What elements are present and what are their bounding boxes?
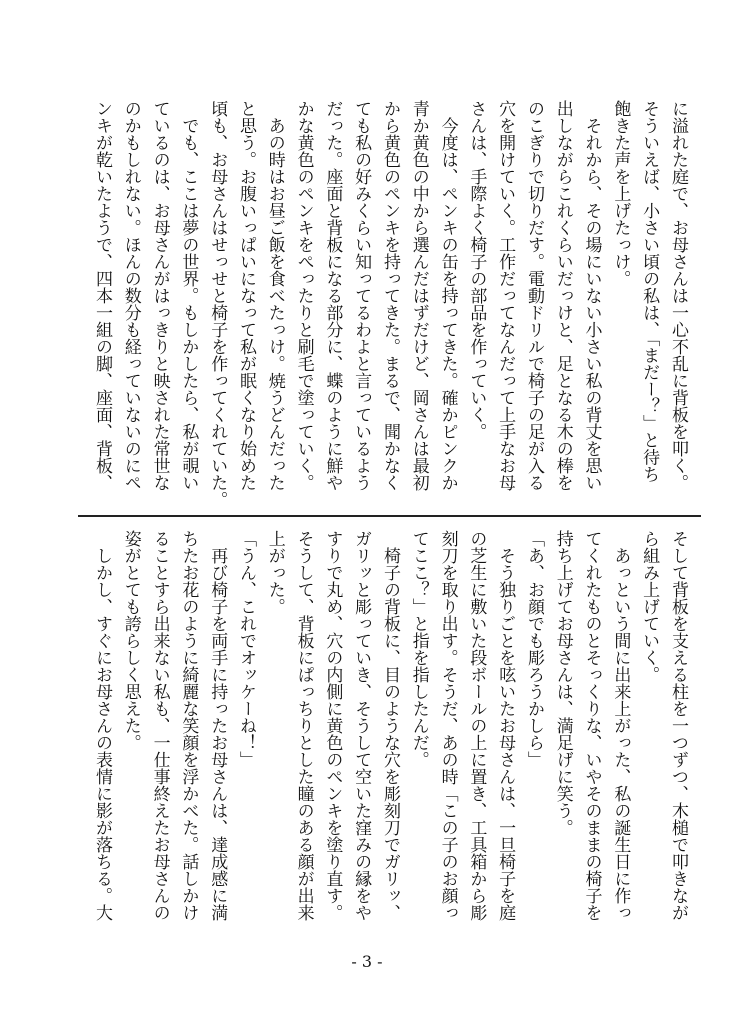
text-column: と思う。お腹いっぱいになって私が眠くなり始めた: [235, 100, 256, 491]
text-column: それから、その場にいない小さい私の背丈を思い: [581, 100, 602, 491]
text-column: ることすら出来ない私も、一仕事終えたお母さんの: [149, 530, 170, 921]
text-column: ても私の好みくらい知ってるわよと言っているよう: [351, 100, 372, 491]
text-column: の芝生に敷いた段ボールの上に置き、工具箱から彫: [466, 530, 487, 921]
text-column: 「うん、これでオッケーね！」: [235, 530, 256, 768]
text-column: 今度は、ペンキの缶を持ってきた。確かピンクか: [437, 100, 458, 491]
text-column: あの時はお昼ご飯を食べたっけ。焼うどんだった: [264, 100, 285, 491]
text-column: てくれたものとそっくりな、いやそのままの椅子を: [581, 530, 602, 921]
text-column: 頃も、お母さんはせっせと椅子を作ってくれていた。: [207, 100, 228, 508]
text-column: そして背板を支える柱を一つずつ、木槌で叩きなが: [667, 530, 688, 921]
text-block-top: [88, 100, 692, 508]
text-column: 椅子の背板に、目のような穴を彫刻刀でガリッ、: [379, 530, 400, 921]
text-column: 青か黄色の中から選んだはずだけど、岡さんは最初: [408, 100, 429, 491]
text-column: 姿がとても誇らしく思えた。: [120, 530, 141, 751]
text-column: でも、ここは夢の世界。もしかしたら、私が覗い: [178, 100, 199, 491]
text-column: のかもしれない。ほんの数分も経っていないのにペ: [120, 100, 141, 491]
text-column: ンキが乾いたようで、四本一組の脚、座面、背板、: [92, 100, 112, 491]
text-column: 上がった。: [264, 530, 285, 615]
text-column: に溢れた庭で、お母さんは一心不乱に背板を叩く。: [667, 100, 688, 491]
text-column: 出しながらこれくらいだっけと、足となる木の棒を: [552, 100, 573, 491]
text-column: 「あ、お顔でも彫ろうかしら」: [523, 530, 544, 768]
text-column: 飽きた声を上げたっけ。: [610, 100, 631, 287]
text-column: かな黄色のペンキをぺったりと刷毛で塗っていく。: [293, 100, 314, 491]
text-column: のこぎりで切りだす。電動ドリルで椅子の足が入る: [523, 100, 544, 491]
text-column: ているのは、お母さんがはっきりと映された常世な: [149, 100, 170, 491]
text-block-bottom: [88, 530, 692, 938]
text-column: すりで丸め、穴の内側に黄色のペンキを塗り直す。: [322, 530, 343, 921]
text-column: から黄色のペンキを持ってきた。まるで、聞かなく: [379, 100, 400, 491]
text-column: だった。座面と背板になる部分に、蝶のように鮮や: [322, 100, 343, 491]
text-column: そう独りごとを呟いたお母さんは、一旦椅子を庭: [495, 530, 516, 921]
section-divider: [78, 515, 701, 517]
text-column: ら組み上げていく。: [639, 530, 660, 683]
text-column: あっという間に出来上がった、私の誕生日に作っ: [610, 530, 631, 921]
text-column: 刻刀を取り出す。そうだ、あの時「この子のお顔っ: [437, 530, 458, 921]
text-column: しかし、すぐにお母さんの表情に影が落ちる。大: [92, 530, 112, 921]
text-column: そういえば、小さい頃の私は、「まだー？」と待ち: [639, 100, 660, 483]
page-number: - 3 -: [351, 952, 383, 971]
text-column: てここ？」と指を指したんだ。: [408, 530, 429, 768]
text-column: ガリッと彫っていき、そうして空いた窪みの縁をや: [351, 530, 372, 921]
text-column: さんは、手際よく椅子の部品を作っていく。: [466, 100, 487, 440]
text-column: 再び椅子を両手に持ったお母さんは、達成感に満: [207, 530, 228, 921]
text-column: そうして、背板にぱっちりとした瞳のある顔が出来: [293, 530, 314, 921]
text-column: 穴を開けていく。工作だってなんだって上手なお母: [495, 100, 516, 491]
text-column: 持ち上げてお母さんは、満足げに笑う。: [552, 530, 573, 836]
text-column: ちたお花のように綺麗な笑顔を浮かべた。話しかけ: [178, 530, 199, 921]
